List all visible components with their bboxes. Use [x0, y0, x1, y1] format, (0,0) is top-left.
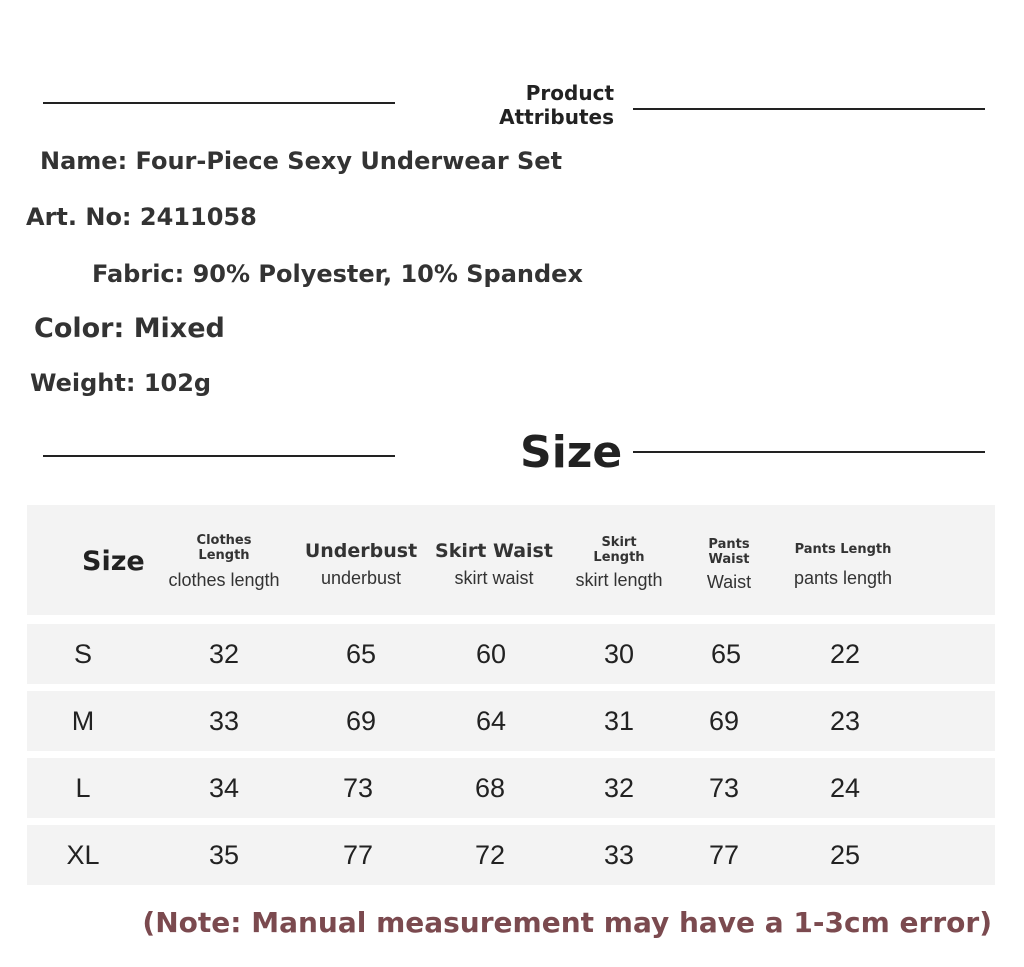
- attribute-value: 102g: [143, 369, 212, 397]
- column-header-title: [575, 535, 662, 565]
- column-header-subtitle: skirt waist: [454, 568, 534, 588]
- column-header-title: Skirt Waist: [435, 540, 553, 562]
- attribute-value: Four-Piece Sexy Underwear Set: [135, 147, 563, 175]
- attribute-value: 90% Polyester, 10% Spandex: [192, 260, 583, 288]
- column-header-clothes-length: [168, 533, 279, 591]
- value-cell: 32: [603, 773, 635, 803]
- attribute-name: [40, 146, 562, 176]
- value-cell: 31: [603, 706, 635, 736]
- size-rule-right: [633, 451, 985, 453]
- column-header-title: [168, 533, 279, 563]
- attribute-label: Art. No:: [26, 203, 140, 231]
- column-header-underbust: [305, 539, 417, 589]
- attribute-value: Mixed: [133, 313, 225, 344]
- size-rule-left: [43, 455, 395, 457]
- value-cell: 30: [603, 639, 635, 669]
- value-cell: 22: [829, 639, 861, 669]
- attribute-label: Weight:: [30, 369, 144, 397]
- attribute-label: Name:: [40, 147, 136, 175]
- size-row-m: [27, 691, 995, 751]
- value-cell: 65: [710, 639, 742, 669]
- attributes-title-line-1: Product: [525, 81, 614, 105]
- value-cell: 69: [708, 706, 740, 736]
- attribute-weight: [30, 368, 211, 398]
- attributes-title-line-2: Attributes: [499, 105, 614, 129]
- size-column-header: Size: [82, 546, 145, 577]
- attributes-rule-left: [43, 102, 395, 104]
- column-header-subtitle: Waist: [706, 572, 752, 592]
- value-cell: 77: [708, 840, 740, 870]
- size-row-s: [27, 624, 995, 684]
- attribute-label: Fabric:: [92, 260, 193, 288]
- value-cell: 35: [208, 840, 240, 870]
- size-cell: S: [73, 639, 93, 669]
- value-cell: 65: [345, 639, 377, 669]
- value-cell: 69: [345, 706, 377, 736]
- value-cell: 24: [829, 773, 861, 803]
- value-cell: 73: [342, 773, 374, 803]
- size-row-l: [27, 758, 995, 818]
- value-cell: 32: [208, 639, 240, 669]
- attribute-art-no: [26, 202, 257, 232]
- column-header-skirt-length: [575, 535, 662, 591]
- column-header-skirt-waist: [435, 539, 553, 589]
- header-text-line: Clothes: [196, 533, 252, 548]
- attribute-fabric: [92, 259, 583, 289]
- size-row-xl: [27, 825, 995, 885]
- column-header-title: Pants Length: [794, 542, 892, 557]
- column-header-pants-waist: [707, 537, 751, 593]
- column-header-title: [707, 537, 751, 567]
- value-cell: 33: [603, 840, 635, 870]
- value-cell: 23: [829, 706, 861, 736]
- value-cell: 33: [208, 706, 240, 736]
- attribute-color: [34, 312, 225, 346]
- attributes-rule-right: [633, 108, 985, 110]
- column-header-title: Underbust: [304, 540, 418, 562]
- column-header-pants-length: [794, 542, 892, 589]
- header-text-line: Skirt: [601, 535, 637, 550]
- size-title: Size: [520, 427, 623, 478]
- size-table-header: [27, 505, 995, 615]
- column-header-subtitle: underbust: [320, 568, 402, 588]
- value-cell: 72: [474, 840, 506, 870]
- value-cell: 77: [342, 840, 374, 870]
- column-header-subtitle: clothes length: [168, 570, 280, 590]
- attributes-title: [486, 81, 614, 129]
- measurement-note: (Note: Manual measurement may have a 1-3cm error): [142, 906, 992, 939]
- value-cell: 60: [475, 639, 507, 669]
- size-cell: L: [75, 773, 91, 803]
- attribute-label: Color:: [34, 313, 134, 344]
- size-cell: M: [71, 706, 95, 736]
- size-cell: XL: [66, 840, 100, 870]
- header-text-line: Length: [593, 550, 645, 565]
- value-cell: 73: [708, 773, 740, 803]
- value-cell: 25: [829, 840, 861, 870]
- value-cell: 64: [475, 706, 507, 736]
- attribute-value: 2411058: [139, 203, 257, 231]
- value-cell: 68: [474, 773, 506, 803]
- header-text-line: Pants: [708, 537, 750, 552]
- header-text-line: Length: [198, 548, 250, 563]
- column-header-subtitle: skirt length: [575, 570, 663, 590]
- header-text-line: Waist: [708, 552, 750, 567]
- column-header-subtitle: pants length: [793, 568, 893, 588]
- value-cell: 34: [208, 773, 240, 803]
